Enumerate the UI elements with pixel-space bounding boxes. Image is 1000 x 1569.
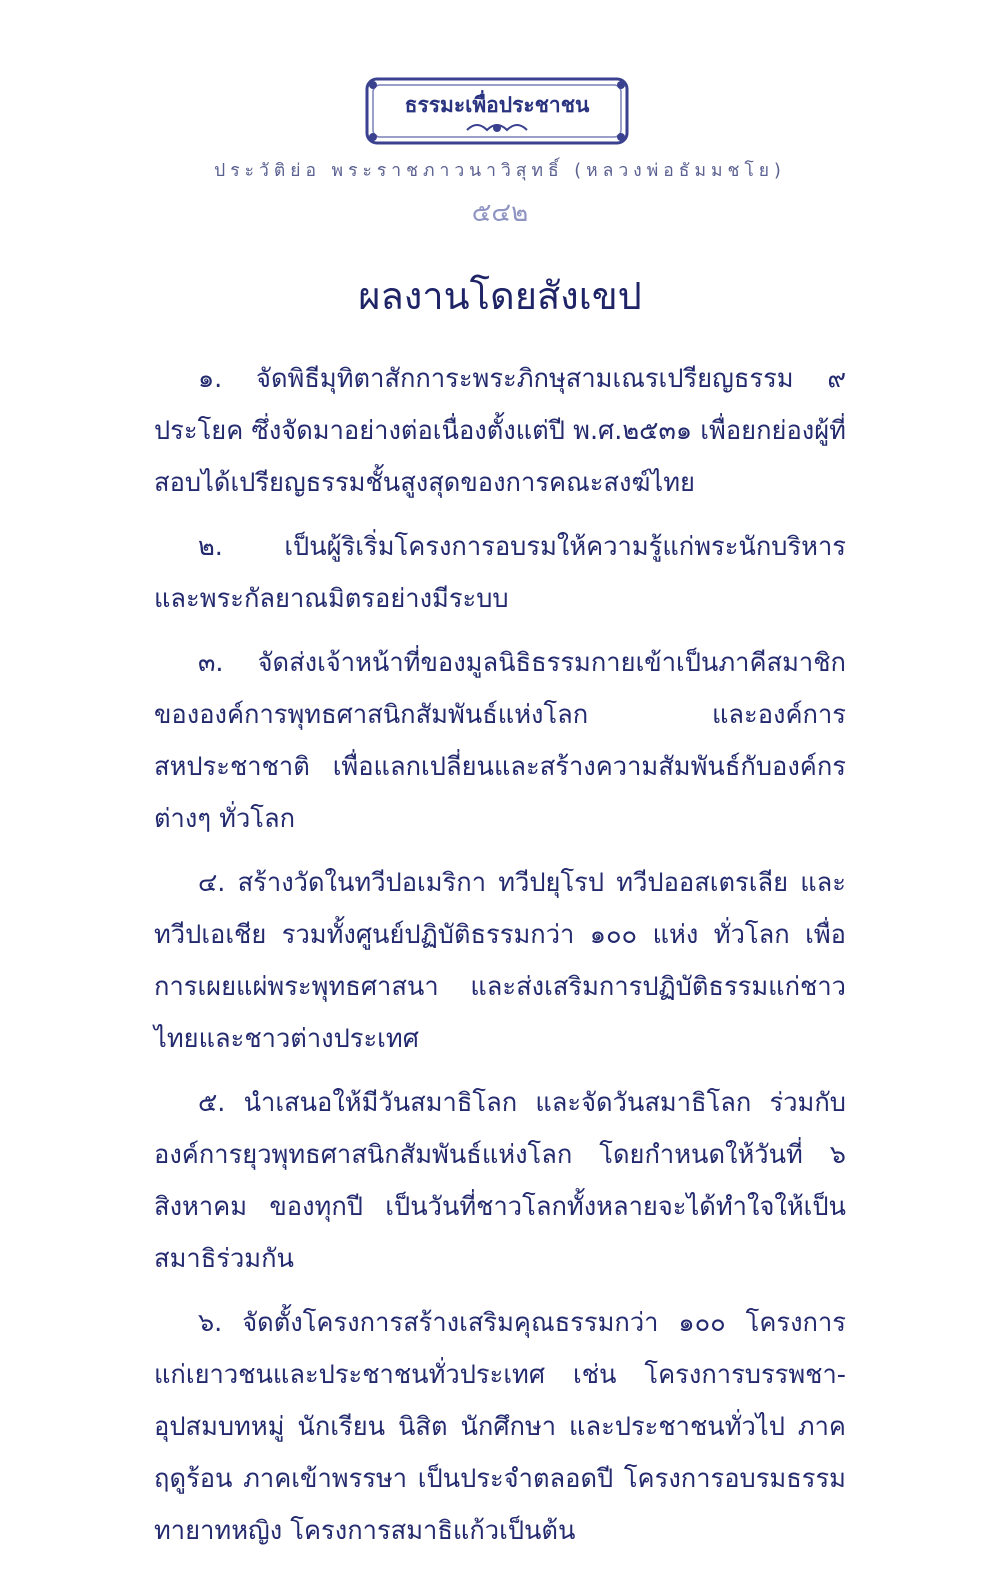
content-body: [154, 353, 846, 1569]
paragraph-6: ๖. จัดตั้งโครงการสร้างเสริมคุณธรรมกว่า ๑๐๐ โครงการ แก่เยาวชนและประชาชนทั่วประเทศ เช่น โครงการบรรพชา-อุปสมบทหมู่ นักเรียน นิสิต นักศึกษา และประชาชนทั่วไป ภาคฤดูร้อน ภาคเข้าพรรษา เป็นประจำตลอดปี โครงการอบรมธรรมทายาทหญิง โครงการสมาธิแก้วเป็นต้น: [154, 1308, 846, 1546]
paragraph-3: ๓. จัดส่งเจ้าหน้าที่ของมูลนิธิธรรมกายเข้าเป็นภาคีสมาชิกขององค์การพุทธศาสนิกสัมพันธ์แห่งโลก และองค์การสหประชาชาติ เพื่อแลกเปลี่ยนและสร้างความสัมพันธ์กับองค์กรต่างๆ ทั่วโลก: [154, 648, 846, 834]
series-logo: [364, 76, 630, 146]
running-header: ประวัติย่อ พระราชภาวนาวิสุทธิ์ (หลวงพ่อธัมมชโย): [214, 161, 786, 181]
logo-text: ธรรมะเพื่อประชาชน: [404, 92, 590, 117]
paragraph-4: ๔. สร้างวัดในทวีปอเมริกา ทวีปยุโรป ทวีปออสเตรเลีย และทวีปเอเชีย รวมทั้งศูนย์ปฏิบัติธรรมกว่า ๑๐๐ แห่ง ทั่วโลก เพื่อการเผยแผ่พระพุทธศาสนา และส่งเสริมการปฏิบัติธรรมแก่ชาวไทยและชาวต่างประเทศ: [154, 868, 846, 1054]
paragraph-5: ๕. นำเสนอให้มีวันสมาธิโลก และจัดวันสมาธิโลก ร่วมกับองค์การยุวพุทธศาสนิกสัมพันธ์แห่งโลก โดยกำหนดให้วันที่ ๖ สิงหาคม ของทุกปี เป็นวันที่ชาวโลกทั้งหลายจะได้ทำใจให้เป็นสมาธิร่วมกัน: [154, 1088, 846, 1274]
paragraph-1: ๑. จัดพิธีมุทิตาสักการะพระภิกษุสามเณรเปรียญธรรม ๙ ประโยค ซึ่งจัดมาอย่างต่อเนื่องตั้งแต่ปี พ.ศ.๒๕๓๑ เพื่อยกย่องผู้ที่สอบได้เปรียญธรรมชั้นสูงสุดของการคณะสงฆ์ไทย: [154, 364, 846, 498]
paragraph-2: ๒. เป็นผู้ริเริ่มโครงการอบรมให้ความรู้แก่พระนักบริหาร และพระกัลยาณมิตรอย่างมีระบบ: [154, 532, 846, 614]
page-number: ๕๔๒: [471, 198, 529, 228]
page-title: ผลงานโดยสังเขป: [358, 274, 642, 318]
